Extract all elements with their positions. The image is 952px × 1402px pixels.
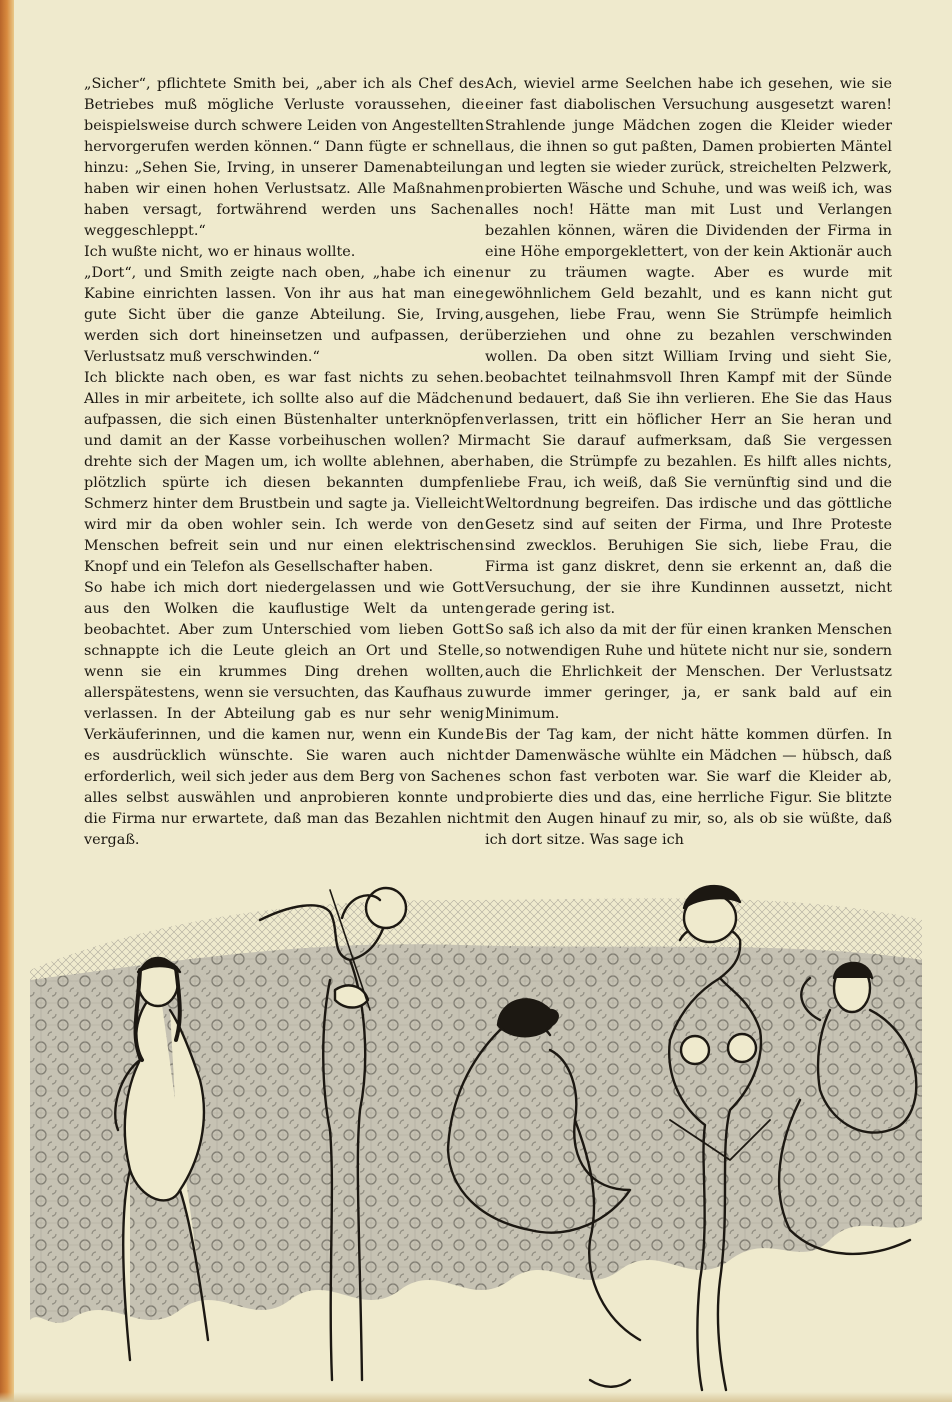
page-edge (0, 0, 14, 1402)
paragraph: Ach, wieviel arme Seelchen habe ich gesehen, wie sie einer fast diabolischen Versuchung ausgesetzt waren! Strahlende junge Mädchen zogen die Kleider wieder aus, die ihnen so gut paßten, Damen probierten Mäntel an und legten sie wieder zurück, streichelten Pelzwerk, probierten Wäsche und Schuhe, und was weiß ich, was alles noch! Hätte man mit Lust und Verlangen bezahlen können, wären die Dividenden der Firma in eine Höhe emporgeklettert, von der kein Aktionär auch nur zu träumen wagte. Aber es wurde mit gewöhnlichem Geld bezahlt, und es kann nicht gut ausgehen, liebe Frau, wenn Sie Strümpfe heimlich überziehen und ohne zu bezahlen verschwinden wollen. Da oben sitzt William Irving und sieht Sie, beobachtet teilnahmsvoll Ihren Kampf mit der Sünde und bedauert, daß Sie ihn verlieren. Ehe Sie das Haus verlassen, tritt ein höflicher Herr an Sie heran und macht Sie darauf aufmerksam, daß Sie vergessen haben, die Strümpfe zu bezahlen. Es hilft alles nichts, liebe Frau, ich weiß, daß Sie vernünftig sind und die Weltordnung begreifen. Das irdische und das göttliche Gesetz sind auf seiten der Firma, und Ihre Proteste sind zwecklos. Beruhigen Sie sich, liebe Frau, die Firma ist ganz diskret, denn sie erkennt an, daß die Versuchung, der sie ihre Kundinnen aussetzt, nicht gerade gering ist. (485, 76, 892, 617)
page-shadow (0, 1392, 952, 1402)
paragraph: Ich blickte nach oben, es war fast nichts zu sehen. Alles in mir arbeitete, ich sollte also auf die Mädchen aufpassen, die sich einen Büstenhalter unterknöpfen und damit an der Kasse vorbeihuschen wollen? Mir drehte sich der Magen um, ich wollte ablehnen, aber plötzlich spürte ich diesen bekannten dumpfen Schmerz hinter dem Brustbein und sagte ja. Vielleicht wird mir da oben wohler sein. Ich werde von den Menschen befreit sein und nur einen elektrischen Knopf und ein Telefon als Gesellschafter haben. (84, 370, 484, 575)
text-column-left (84, 74, 484, 851)
paragraph: „Dort“, und Smith zeigte nach oben, „habe ich eine Kabine einrichten lassen. Von ihr aus hat man eine gute Sicht über die ganze Abteilung. Sie, Irving, werden sich dort hineinsetzen und aufpassen, der Verlustsatz muß verschwinden.“ (84, 265, 484, 365)
paragraph: So habe ich mich dort niedergelassen und wie Gott aus den Wolken die kauflustige Welt da unten beobachtet. Aber zum Unterschied vom lieben Gott schnappte ich die Leute gleich an Ort und Stelle, wenn sie ein krummes Ding drehen wollten, allerspätestens, wenn sie versuchten, das Kaufhaus zu verlassen. In der Abteilung gab es nur sehr wenig Verkäuferinnen, und die kamen nur, wenn ein Kunde es ausdrücklich wünschte. Sie waren auch nicht erforderlich, weil sich jeder aus dem Berg von Sachen alles selbst auswählen und anprobieren konnte und die Firma nur erwartete, daß man das Bezahlen nicht vergaß. (84, 580, 484, 848)
paragraph: Bis der Tag kam, der nicht hätte kommen dürfen. In der Damenwäsche wühlte ein Mädchen — hübsch, daß es schon fast verboten war. Sie warf die Kleider ab, probierte dies und das, eine herrliche Figur. Sie blitzte mit den Augen hinauf zu mir, so, als ob sie wüßte, daß ich dort sitze. Was sage ich (485, 727, 892, 848)
paragraph: So saß ich also da mit der für einen kranken Menschen so notwendigen Ruhe und hütete nicht nur sie, sondern auch die Ehrlichkeit der Menschen. Der Verlustsatz wurde immer geringer, ja, er sank bald auf ein Minimum. (485, 622, 892, 722)
paragraph: „Sicher“, pflichtete Smith bei, „aber ich als Chef des Betriebes muß mögliche Verluste voraussehen, die beispielsweise durch schwere Leiden von Angestellten hervorgerufen werden können.“ Dann fügte er schnell hinzu: „Sehen Sie, Irving, in unserer Damenabteilung haben wir einen hohen Verlustsatz. Alle Maßnahmen haben versagt, fortwährend werden uns Sachen weggeschleppt.“ (84, 76, 484, 239)
illustration-women-lace (30, 860, 922, 1400)
text-column-right (485, 74, 892, 851)
paragraph: Ich wußte nicht, wo er hinaus wollte. (84, 244, 356, 260)
